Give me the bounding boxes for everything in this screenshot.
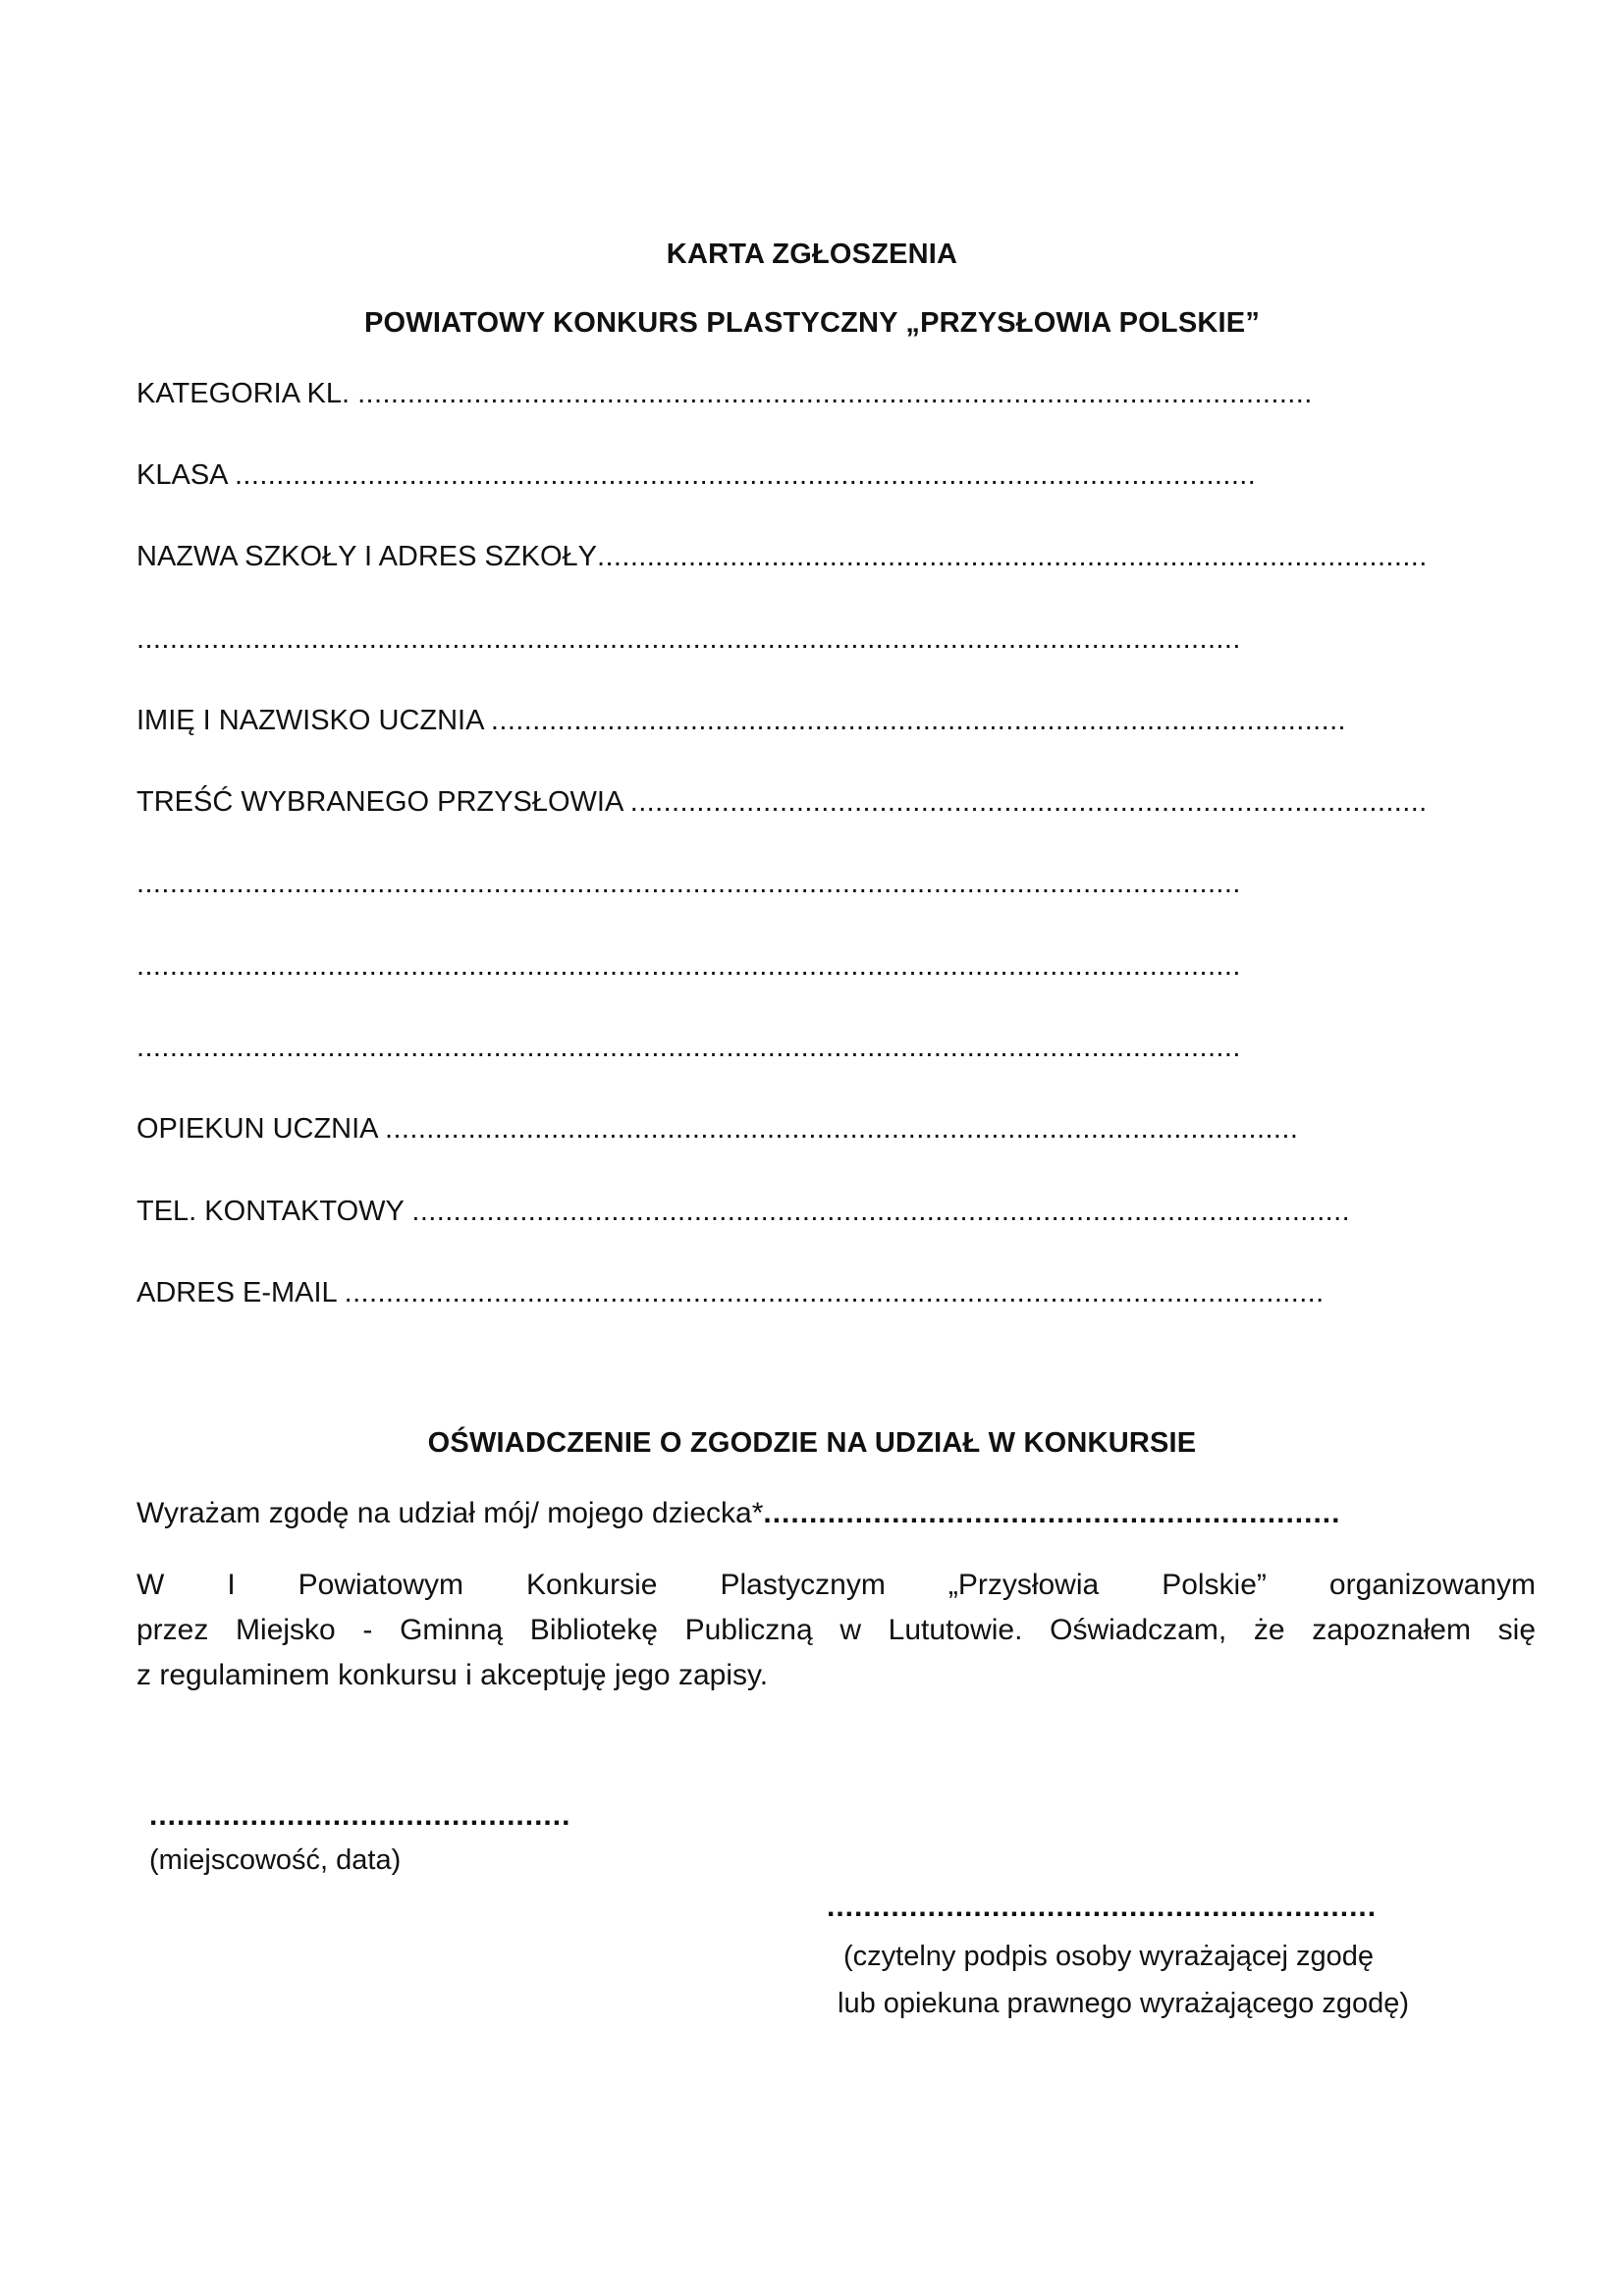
field-label: KATEGORIA KL.: [136, 378, 358, 409]
fill-in-line: ...........................................................................................................................: [234, 459, 1257, 491]
fill-in-line: .....................................................................................................................................: [136, 1032, 1241, 1063]
signature-line: ............................................................: [827, 1891, 1378, 1923]
fill-in-line: ..............................................................................................................: [385, 1113, 1299, 1145]
consent-paragraph-line: W I Powiatowym Konkursie Plastycznym „Przysłowia Polskie” organizowanym: [136, 1569, 1536, 1601]
place-date-line: ..............................................: [149, 1799, 571, 1832]
consent-first-line: [136, 1496, 1340, 1531]
fill-in-line: ................................................................................................: [629, 786, 1428, 818]
fill-in-line: .....................................................................................................................................: [136, 623, 1241, 655]
field-label: OPIEKUN UCZNIA: [136, 1113, 385, 1145]
field-proverb-continuation-3: [136, 1031, 1241, 1065]
fill-in-line: ....................................................................................................: [596, 541, 1428, 572]
field-student-name: [136, 704, 1346, 738]
fill-in-line: ......................................................................................................................: [344, 1277, 1325, 1308]
fill-in-line: ...................................................................................................................: [357, 378, 1313, 409]
field-proverb-text: [136, 785, 1428, 820]
field-proverb-continuation-2: [136, 949, 1241, 984]
field-phone: [136, 1195, 1350, 1229]
signature-caption-line: (czytelny podpis osoby wyrażającej zgodę: [843, 1941, 1374, 1972]
field-label: IMIĘ I NAZWISKO UCZNIA: [136, 705, 491, 736]
consent-paragraph-line: przez Miejsko - Gminną Bibliotekę Publiczną w Lututowie. Oświadczam, że zapoznałem się: [136, 1614, 1536, 1646]
field-label: NAZWA SZKOŁY I ADRES SZKOŁY: [136, 541, 597, 572]
field-proverb-continuation-1: [136, 867, 1241, 901]
consent-paragraph: [136, 1563, 1536, 1698]
fill-in-line: .....................................................................................................................................: [136, 868, 1241, 899]
fill-in-line: ...............................................................: [763, 1497, 1341, 1529]
field-label: TREŚĆ WYBRANEGO PRZYSŁOWIA: [136, 786, 630, 818]
field-category: [136, 377, 1313, 411]
field-supervisor: [136, 1112, 1298, 1147]
fill-in-line: .................................................................................................................: [411, 1196, 1351, 1227]
fill-in-line: .....................................................................................................................................: [136, 950, 1241, 982]
fill-in-line: .......................................................................................................: [490, 705, 1347, 736]
field-label: ADRES E-MAIL: [136, 1277, 345, 1308]
field-label: KLASA: [136, 459, 235, 491]
field-email: [136, 1276, 1325, 1310]
form-title: KARTA ZGŁOSZENIA: [666, 239, 958, 270]
signature-caption-line: lub opiekuna prawnego wyrażającego zgodę): [838, 1988, 1409, 2019]
field-school-address-continuation: [136, 622, 1241, 657]
field-label: TEL. KONTAKTOWY: [136, 1196, 412, 1227]
consent-statement: Wyrażam zgodę na udział mój/ mojego dziecka*: [136, 1497, 764, 1529]
place-date-caption: (miejscowość, data): [149, 1844, 402, 1876]
field-school-name-address: [136, 540, 1428, 574]
field-class: [136, 458, 1256, 493]
consent-paragraph-line: z regulaminem konkursu i akceptuję jego zapisy.: [136, 1659, 769, 1691]
consent-heading: OŚWIADCZENIE O ZGODZIE NA UDZIAŁ W KONKURSIE: [427, 1427, 1197, 1459]
form-subtitle: POWIATOWY KONKURS PLASTYCZNY „PRZYSŁOWIA POLSKIE”: [363, 307, 1261, 339]
